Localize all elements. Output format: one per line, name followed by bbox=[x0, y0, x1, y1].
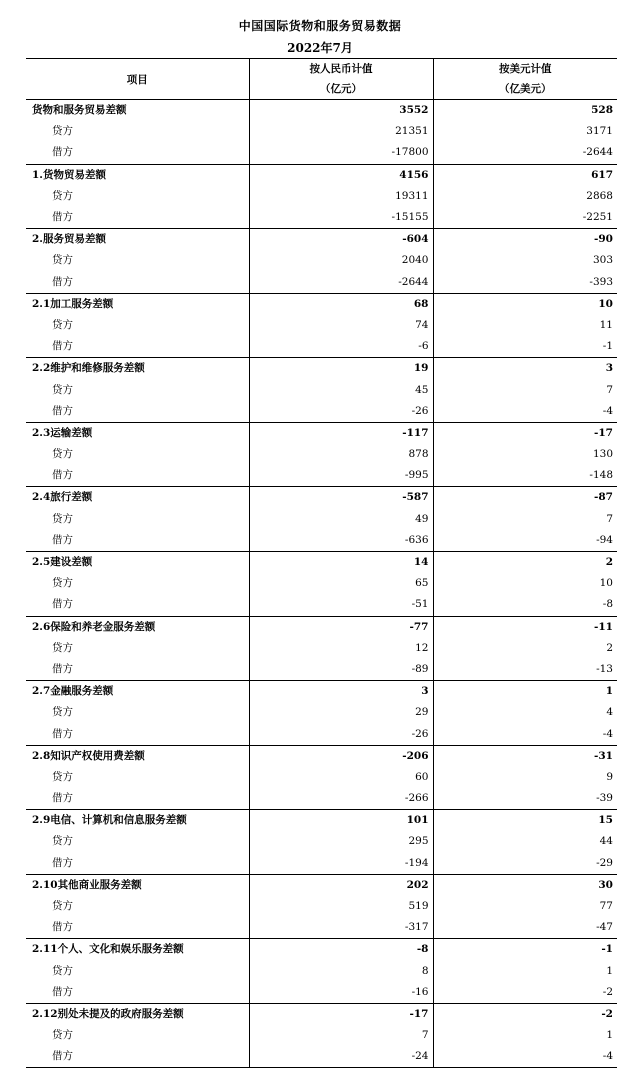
value-cny: -995 bbox=[249, 465, 433, 487]
column-header-item bbox=[26, 59, 249, 100]
value-cny: -15155 bbox=[249, 207, 433, 229]
row-label: 2.2维护和维修服务差额 bbox=[26, 358, 249, 380]
document-title: 中国国际货物和服务贸易数据 bbox=[238, 19, 402, 33]
value-cny: 7 bbox=[249, 1025, 433, 1046]
row-label: 借方 bbox=[52, 727, 73, 740]
value-usd: -4 bbox=[433, 1046, 617, 1068]
value-usd: 528 bbox=[433, 100, 617, 122]
table-row-debit bbox=[26, 207, 617, 229]
row-label: 借方 bbox=[52, 792, 73, 805]
table-row-balance bbox=[26, 100, 617, 122]
value-cny: 295 bbox=[249, 831, 433, 852]
value-cny: 19 bbox=[249, 358, 433, 380]
value-usd: -29 bbox=[433, 853, 617, 875]
table-row-balance bbox=[26, 293, 617, 315]
table-row-debit bbox=[26, 594, 617, 616]
row-label: 借方 bbox=[52, 662, 73, 675]
table-row-credit bbox=[26, 315, 617, 336]
table-row-debit bbox=[26, 723, 617, 745]
value-usd: 44 bbox=[433, 831, 617, 852]
row-label: 贷方 bbox=[52, 641, 73, 654]
row-label: 1.货物贸易差额 bbox=[26, 164, 249, 186]
table-row-balance bbox=[26, 1003, 617, 1025]
row-label: 2.1加工服务差额 bbox=[26, 293, 249, 315]
row-label: 贷方 bbox=[52, 577, 73, 590]
table-row-debit bbox=[26, 465, 617, 487]
value-usd: -148 bbox=[433, 465, 617, 487]
row-label: 2.8知识产权使用费差额 bbox=[26, 745, 249, 767]
value-usd: -1 bbox=[433, 939, 617, 961]
row-label: 2.服务贸易差额 bbox=[26, 229, 249, 251]
value-usd: -2644 bbox=[433, 142, 617, 164]
column-header-cny bbox=[249, 59, 433, 100]
row-label: 借方 bbox=[52, 985, 73, 998]
table-row-credit bbox=[26, 573, 617, 594]
table-row-balance bbox=[26, 681, 617, 703]
trade-data-table bbox=[26, 58, 617, 1068]
value-cny: -89 bbox=[249, 659, 433, 681]
value-cny: 878 bbox=[249, 444, 433, 465]
value-usd: 2 bbox=[433, 638, 617, 659]
table-row-credit bbox=[26, 250, 617, 271]
row-label: 贷方 bbox=[52, 512, 73, 525]
table-row-credit bbox=[26, 831, 617, 852]
value-cny: -206 bbox=[249, 745, 433, 767]
value-cny: 3552 bbox=[249, 100, 433, 122]
row-label: 贷方 bbox=[52, 125, 73, 138]
value-cny: 74 bbox=[249, 315, 433, 336]
value-cny: -17800 bbox=[249, 142, 433, 164]
value-cny: 3 bbox=[249, 681, 433, 703]
table-row-balance bbox=[26, 939, 617, 961]
table-row-debit bbox=[26, 401, 617, 423]
value-cny: 12 bbox=[249, 638, 433, 659]
value-usd: -31 bbox=[433, 745, 617, 767]
row-label: 2.6保险和养老金服务差额 bbox=[26, 616, 249, 638]
column-header-cny-line1: 按人民币计值 bbox=[309, 63, 373, 75]
value-usd: -4 bbox=[433, 723, 617, 745]
value-cny: 101 bbox=[249, 810, 433, 832]
value-usd: 1 bbox=[433, 681, 617, 703]
value-cny: 60 bbox=[249, 767, 433, 788]
value-usd: -17 bbox=[433, 422, 617, 444]
table-row-balance bbox=[26, 487, 617, 509]
table-row-debit bbox=[26, 788, 617, 810]
value-usd: 10 bbox=[433, 293, 617, 315]
table-row-credit bbox=[26, 379, 617, 400]
table-row-debit bbox=[26, 336, 617, 358]
value-usd: 3 bbox=[433, 358, 617, 380]
value-cny: -117 bbox=[249, 422, 433, 444]
table-row-balance bbox=[26, 422, 617, 444]
row-label: 货物和服务贸易差额 bbox=[26, 100, 249, 122]
value-usd: 2868 bbox=[433, 186, 617, 207]
table-body bbox=[26, 100, 617, 1068]
value-cny: 202 bbox=[249, 874, 433, 896]
row-label: 贷方 bbox=[52, 318, 73, 331]
row-label: 贷方 bbox=[52, 254, 73, 267]
value-usd: 7 bbox=[433, 509, 617, 530]
table-row-balance bbox=[26, 358, 617, 380]
value-cny: -17 bbox=[249, 1003, 433, 1025]
value-cny: 49 bbox=[249, 509, 433, 530]
table-row-balance bbox=[26, 616, 617, 638]
value-usd: -4 bbox=[433, 401, 617, 423]
value-usd: 30 bbox=[433, 874, 617, 896]
value-usd: 1 bbox=[433, 961, 617, 982]
row-label: 贷方 bbox=[52, 1029, 73, 1042]
value-usd: -87 bbox=[433, 487, 617, 509]
table-row-credit bbox=[26, 121, 617, 142]
value-cny: 19311 bbox=[249, 186, 433, 207]
table-row-debit bbox=[26, 142, 617, 164]
table-row-balance bbox=[26, 745, 617, 767]
row-label: 借方 bbox=[52, 856, 73, 869]
row-label: 借方 bbox=[52, 533, 73, 546]
row-label: 2.3运输差额 bbox=[26, 422, 249, 444]
value-cny: 8 bbox=[249, 961, 433, 982]
value-usd: -2 bbox=[433, 1003, 617, 1025]
value-usd: -2251 bbox=[433, 207, 617, 229]
row-label: 借方 bbox=[52, 340, 73, 353]
column-header-usd bbox=[433, 59, 617, 100]
value-usd: -13 bbox=[433, 659, 617, 681]
row-label: 贷方 bbox=[52, 770, 73, 783]
value-cny: 2040 bbox=[249, 250, 433, 271]
value-cny: -51 bbox=[249, 594, 433, 616]
column-header-usd-line2: （亿美元） bbox=[499, 83, 552, 95]
table-row-credit bbox=[26, 638, 617, 659]
value-cny: -604 bbox=[249, 229, 433, 251]
value-usd: -39 bbox=[433, 788, 617, 810]
value-cny: 65 bbox=[249, 573, 433, 594]
document-subtitle: 2022年7月 bbox=[287, 41, 353, 55]
table-row-credit bbox=[26, 767, 617, 788]
value-cny: 68 bbox=[249, 293, 433, 315]
row-label: 2.9电信、计算机和信息服务差额 bbox=[26, 810, 249, 832]
value-cny: -24 bbox=[249, 1046, 433, 1068]
value-cny: -266 bbox=[249, 788, 433, 810]
table-header-row bbox=[26, 59, 617, 100]
value-cny: -26 bbox=[249, 401, 433, 423]
table-row-credit bbox=[26, 509, 617, 530]
table-row-debit bbox=[26, 982, 617, 1004]
value-usd: -94 bbox=[433, 530, 617, 552]
row-label: 借方 bbox=[52, 469, 73, 482]
row-label: 借方 bbox=[26, 1046, 249, 1068]
row-label: 贷方 bbox=[52, 835, 73, 848]
value-usd: -393 bbox=[433, 272, 617, 294]
value-cny: 29 bbox=[249, 702, 433, 723]
value-cny: -77 bbox=[249, 616, 433, 638]
table-row-debit bbox=[26, 530, 617, 552]
table-row-credit bbox=[26, 444, 617, 465]
table-row-credit bbox=[26, 186, 617, 207]
row-label: 2.4旅行差额 bbox=[26, 487, 249, 509]
table-row-debit bbox=[26, 659, 617, 681]
row-label: 2.7金融服务差额 bbox=[26, 681, 249, 703]
column-header-usd-line1: 按美元计值 bbox=[499, 63, 552, 75]
value-cny: 21351 bbox=[249, 121, 433, 142]
value-usd: 4 bbox=[433, 702, 617, 723]
column-header-item-label: 项目 bbox=[126, 73, 148, 86]
table-row-credit bbox=[26, 961, 617, 982]
value-usd: 303 bbox=[433, 250, 617, 271]
value-cny: -8 bbox=[249, 939, 433, 961]
table-row-debit bbox=[26, 272, 617, 294]
table-row-credit bbox=[26, 702, 617, 723]
row-label: 借方 bbox=[52, 211, 73, 224]
value-usd: 617 bbox=[433, 164, 617, 186]
value-cny: -587 bbox=[249, 487, 433, 509]
value-usd: -47 bbox=[433, 917, 617, 939]
value-cny: 4156 bbox=[249, 164, 433, 186]
value-cny: 45 bbox=[249, 379, 433, 400]
row-label: 借方 bbox=[52, 921, 73, 934]
value-usd: 1 bbox=[433, 1025, 617, 1046]
table-row-balance bbox=[26, 164, 617, 186]
value-usd: 15 bbox=[433, 810, 617, 832]
value-usd: 77 bbox=[433, 896, 617, 917]
value-usd: 10 bbox=[433, 573, 617, 594]
value-cny: -6 bbox=[249, 336, 433, 358]
table-row-balance bbox=[26, 874, 617, 896]
value-cny: 519 bbox=[249, 896, 433, 917]
table-row-credit bbox=[26, 1025, 617, 1046]
row-label: 贷方 bbox=[52, 189, 73, 202]
value-usd: 11 bbox=[433, 315, 617, 336]
row-label: 2.11个人、文化和娱乐服务差额 bbox=[26, 939, 249, 961]
value-usd: -11 bbox=[433, 616, 617, 638]
table-row-balance bbox=[26, 810, 617, 832]
value-usd: 2 bbox=[433, 551, 617, 573]
table-row-balance bbox=[26, 551, 617, 573]
value-cny: -26 bbox=[249, 723, 433, 745]
row-label: 2.12别处未提及的政府服务差额 bbox=[26, 1003, 249, 1025]
row-label: 贷方 bbox=[52, 706, 73, 719]
row-label: 借方 bbox=[52, 598, 73, 611]
value-usd: -2 bbox=[433, 982, 617, 1004]
table-row-debit bbox=[26, 917, 617, 939]
row-label: 借方 bbox=[52, 404, 73, 417]
row-label: 贷方 bbox=[52, 383, 73, 396]
row-label: 2.10其他商业服务差额 bbox=[26, 874, 249, 896]
value-cny: -16 bbox=[249, 982, 433, 1004]
value-usd: -90 bbox=[433, 229, 617, 251]
row-label: 借方 bbox=[52, 275, 73, 288]
row-label: 贷方 bbox=[52, 448, 73, 461]
column-header-cny-line2: （亿元） bbox=[320, 83, 362, 95]
row-label: 借方 bbox=[52, 146, 73, 159]
value-usd: 9 bbox=[433, 767, 617, 788]
table-row-balance bbox=[26, 229, 617, 251]
value-usd: 7 bbox=[433, 379, 617, 400]
value-cny: -194 bbox=[249, 853, 433, 875]
value-usd: 3171 bbox=[433, 121, 617, 142]
value-cny: 14 bbox=[249, 551, 433, 573]
value-usd: -8 bbox=[433, 594, 617, 616]
row-label: 贷方 bbox=[52, 964, 73, 977]
table-row-debit bbox=[26, 853, 617, 875]
value-usd: -1 bbox=[433, 336, 617, 358]
value-usd: 130 bbox=[433, 444, 617, 465]
row-label: 贷方 bbox=[52, 900, 73, 913]
value-cny: -636 bbox=[249, 530, 433, 552]
row-label: 2.5建设差额 bbox=[26, 551, 249, 573]
value-cny: -317 bbox=[249, 917, 433, 939]
value-cny: -2644 bbox=[249, 272, 433, 294]
table-row-credit bbox=[26, 896, 617, 917]
